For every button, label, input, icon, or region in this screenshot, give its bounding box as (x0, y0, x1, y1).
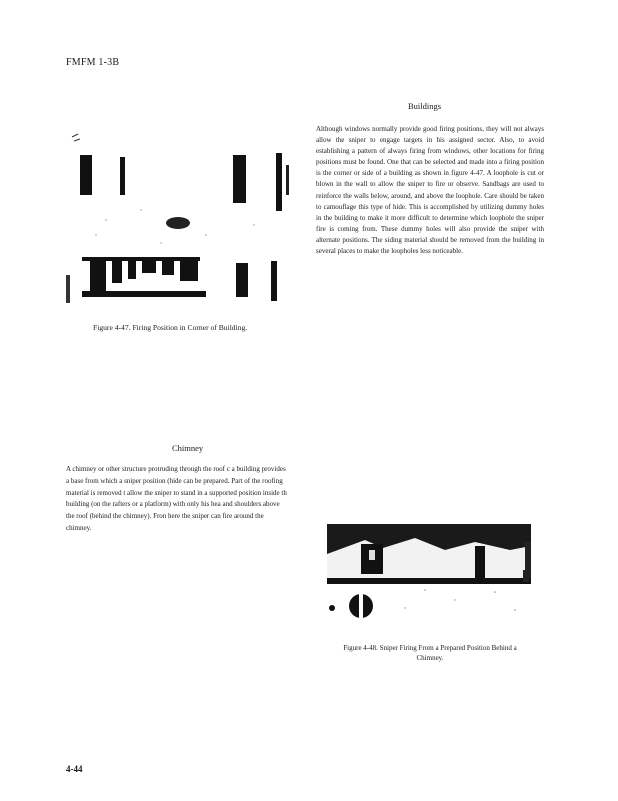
running-header: FMFM 1-3B (66, 57, 120, 68)
figure-4-47-caption: Figure 4-47. Firing Position in Corner of Building. (93, 323, 248, 332)
section-heading-buildings: Buildings (408, 101, 442, 111)
buildings-paragraph: Although windows normally provide good firing positions, they will not always allow the sniper to engage targets in his assigned sector. Also, to avoid establishing a pattern of always firing from windows, other locations for firing positions must be found. One that can be selected and made into a firing position is the corner or side of a building as shown in figure 4-47. A loophole is cut or blown in the wall to allow the sniper to fire or observe. Sandbags are used to reinforce the walls below, around, and above the loophole. Care should be taken to camouflage this type of hide. This is accomplished by utilizing dummy holes in the building to make it more difficult to determine which loophole the sniper fire is coming from. These dummy holes will also provide the sniper with alternate positions. The siding material should be removed from the building in several places to make the loopholes less noticeable. (316, 125, 544, 256)
chimney-paragraph: A chimney or other structure protruding through the roof c a building provides a base from which a sniper position (hide can be prepared. Part of the roofing material is removed t allow the sniper to stand in a supported position inside th building (on the rafters or a platform) with only his hea and shoulders above the roof (behind the chimney). Fron here the sniper can fire around the chimney. (66, 465, 287, 532)
figure-4-48-photo (325, 520, 533, 622)
figure-4-48-caption: Figure 4-48. Sniper Firing From a Prepared Position Behind a Chimney. (343, 644, 517, 662)
page-number: 4-44 (66, 764, 83, 774)
figure-4-47-photo (66, 125, 292, 307)
section-heading-chimney: Chimney (172, 443, 204, 453)
